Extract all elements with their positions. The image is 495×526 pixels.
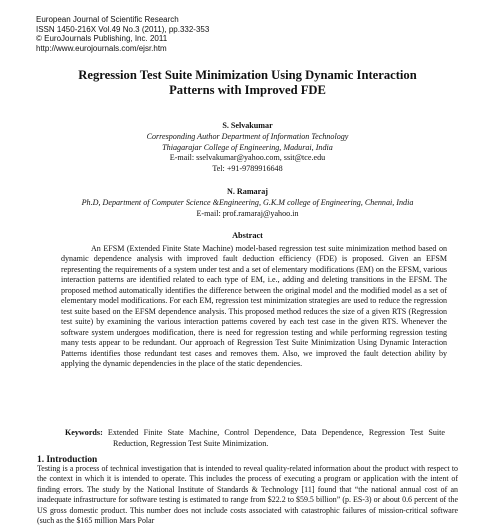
author-affiliation: Ph.D, Department of Computer Science &Engineering, G.K.M college of Engineering, Chennai, India (81, 197, 414, 207)
journal-url: http://www.eurojournals.com/ejsr.htm (36, 43, 167, 53)
keywords (65, 428, 445, 449)
journal-header (36, 15, 336, 53)
author-phone: Tel: +91-9789916648 (212, 164, 283, 174)
author-email: E-mail: prof.ramaraj@yahoo.in (196, 208, 299, 218)
author-block-2 (0, 187, 495, 219)
paper-title-line-1: Regression Test Suite Minimization Using Dynamic Interaction (78, 68, 417, 82)
author-name: S. Selvakumar (222, 121, 273, 130)
author-email: E-mail: sselvakumar@yahoo.com, ssit@tce.edu (169, 153, 326, 163)
introduction-text: Testing is a process of technical investigation that is intended to reveal quality-related information about the product with respect to the context in which it is intended to operate. This includes the process of executing a program or application with the intent of finding errors. The study by the National Institute of Standards & Technology [11] found that “the national annual cost of an inadequate infrastructure for software testing is estimated to range from $22.2 to $59.5 billion” (p. ES-3) or about 0.6 percent of the US gross domestic product. This number does not include costs associated with catastrophic failures of mission-critical software (such as the $165 million Mars Polar (37, 464, 458, 526)
journal-name: European Journal of Scientific Research (36, 15, 179, 24)
author-block-1 (0, 121, 495, 175)
paper-title-line-2: Patterns with Improved FDE (169, 83, 326, 97)
journal-issn: ISSN 1450-216X Vol.49 No.3 (2011), pp.332-353 (36, 24, 210, 34)
abstract-heading: Abstract (232, 231, 263, 240)
section-heading-introduction: 1. Introduction (37, 455, 98, 465)
abstract-text: An EFSM (Extended Finite State Machine) model-based regression test suite minimization method based on dynamic dependence analysis with improved fault deduction efficiency (FDE) is proposed. Given an EFSM representing the requirements of a system under test and a set of elementary modifications (EM) on the EFSM, various interaction patterns are identified related to each type of EM, i.e., adding and deleting transitions in the EFSM. The proposed method automatically identifies the difference between the original model and the modified model as a set of elementary model modifications. For each EM, regression test minimization strategies are used to reduce the regression test suite based on the EFSM dependence analysis. This proposed method reduces the size of a given RTS (Regression test suite) by examining the various interaction patterns covered by each test case in the given RTS. Whenever the software system undergoes modification, there is need for regression testing and while performing regression testing many tests appear to be redundant. Our approach of Regression Test Suite Minimization Using Dynamic Interaction Patterns identifies those redundant test cases and removes them. Also, we improved the fault detection ability by applying the dynamic dependencies in the place of the static dependencies. (61, 244, 447, 368)
author-name: N. Ramaraj (227, 187, 268, 196)
journal-copyright: © EuroJournals Publishing, Inc. 2011 (36, 34, 168, 44)
paper-title (0, 68, 495, 98)
author-affiliation: Thiagarajar College of Engineering, Madurai, India (162, 142, 333, 152)
keywords-text: Extended Finite State Machine, Control Dependence, Data Dependence, Regression Test Suite Reduction, Regression Test Suite Minimization. (107, 428, 445, 448)
keywords-label: Keywords: (65, 428, 103, 437)
author-affiliation: Corresponding Author Department of Information Technology (146, 131, 349, 141)
